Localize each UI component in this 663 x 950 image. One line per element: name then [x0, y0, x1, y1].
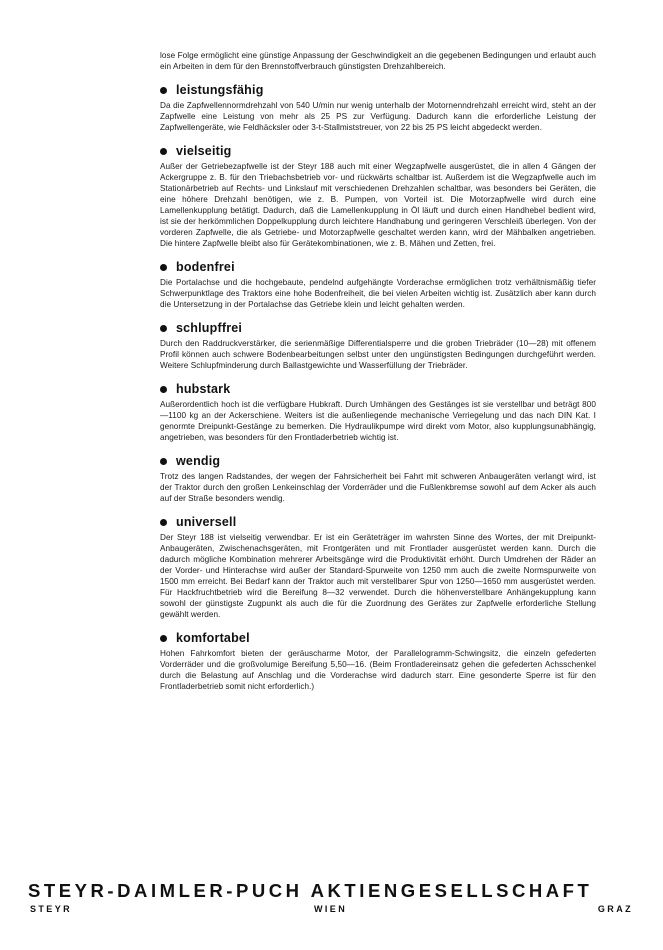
- section-heading: komfortabel: [176, 631, 250, 645]
- section-vielseitig: [160, 143, 596, 249]
- company-name: STEYR-DAIMLER-PUCH AKTIENGESELLSCHAFT: [28, 880, 593, 901]
- section-heading: leistungsfähig: [176, 83, 264, 97]
- section-heading: hubstark: [176, 382, 231, 396]
- section-heading: vielseitig: [176, 144, 232, 158]
- bullet-icon: [160, 386, 167, 393]
- section-paragraph: Der Steyr 188 ist vielseitig verwendbar. Er ist ein Geräteträger im wahrsten Sinne des Wortes, der mit Dreipunkt-Anbaugeräten, Zwischenachsgeräten, mit Frontgeräten und mit Frontlader ausgerüstet werden kann. Durch die dadurch mögliche Kombination mehrerer Arbeitsgänge wird die Produktivität erhöht. Durch Umdrehen der Räder an der Vorder- und Hinterachse wird außer der Standard-Spurweite von 1250 mm auch die zweite Normspurweite von 1500 mm erreicht. Bei Bedarf kann der Traktor auch mit verstellbarer Spur von 1250—1650 mm ausgerüstet werden. Für Hackfruchtbetrieb wird die Bereifung 8—32 verwendet. Durch die höhenverstellbare Anhängekupplung kann sowohl der günstigste Zugpunkt als auch die für die Zuordnung des Gerätes zur Zapfwelle erforderliche Stellung gewählt werden.: [160, 533, 596, 619]
- section-schlupffrei: [160, 320, 596, 371]
- section-paragraph: Außerordentlich hoch ist die verfügbare Hubkraft. Durch Umhängen des Gestänges ist sie verstellbar und beträgt 800—1100 kg an der Ackerschiene. Weiters ist die außenliegende mechanische Verriegelung und das nach DIN Kat. I genormte Dreipunkt-Gestänge zu bemerken. Die Hydraulikpumpe wird direkt vom Motor, also kupplungsunabhängig, angetrieben, was besonders für den Frontladerbetrieb wichtig ist.: [160, 400, 596, 442]
- bullet-icon: [160, 519, 167, 526]
- section-universell: [160, 514, 596, 620]
- city-row: [28, 904, 633, 918]
- section-heading: bodenfrei: [176, 260, 235, 274]
- bullet-icon: [160, 148, 167, 155]
- section-paragraph: Außer der Getriebezapfwelle ist der Steyr 188 auch mit einer Wegzapfwelle ausgerüstet, die in allen 4 Gängen der Ackergruppe z. B. für den Triebachsbetrieb vor- und rückwärts schaltbar ist. Außerdem ist die Wegzapfwelle auch im Stationärbetrieb auf Rechts- und Linkslauf mit verschiedenen Drehzahlen schaltbar, was besonders bei Geräten, die eine höhere Drehzahl benötigen, wie z. B. Pumpen, von Vorteil ist. Die Motorzapfwelle wird durch eine Lamellenkupplung betätigt. Dadurch, daß die Lamellenkupplung in Öl läuft und durch einen Handhebel bedient wird, ist sie der herkömmlichen Doppelkupplung durch leichtere Handhabung und geringeren Verschleiß überlegen. Von der vorderen Zapfwelle, die als Getriebe- und Motorzapfwelle geschaltet werden kann, wird der Mähbalken angetrieben. Die hintere Zapfwelle bleibt also für Gerätekombinationen, wie z. B. Mähen und Zetten, frei.: [160, 162, 596, 248]
- section-heading: schlupffrei: [176, 321, 243, 335]
- section-leistungsfaehig: [160, 82, 596, 133]
- city-graz: GRAZ: [597, 904, 633, 914]
- section-paragraph: Hohen Fahrkomfort bieten der geräuscharme Motor, der Parallelogramm-Schwingsitz, die einzeln gefederten Vorderräder und die großvolumige Bereifung 5,50—16. (Beim Frontladereinsatz gehen die gefederten Achsschenkel durch die Belastung auf Anschlag und die Vorderachse wird dadurch starr. Eine gesonderte Sperre ist für den Frontladerbetrieb somit nicht erforderlich.): [160, 649, 596, 691]
- section-bodenfrei: [160, 259, 596, 310]
- bullet-icon: [160, 458, 167, 465]
- section-hubstark: [160, 381, 596, 443]
- section-paragraph: Durch den Raddruckverstärker, die serienmäßige Differentialsperre und die groben Triebräder (10—28) mit offenem Profil können auch schwere Bodenbearbeitungen selbst unter den ungünstigsten Bedingungen durchgeführt werden. Weitere Schlupfminderung durch Ballastgewichte und Wasserfüllung der Triebräder.: [160, 339, 596, 370]
- section-paragraph: Die Portalachse und die hochgebaute, pendelnd aufgehängte Vorderachse ermöglichen trotz verhältnismäßig tiefer Schwerpunktlage des Traktors eine hohe Bodenfreiheit, die bei vielen Arbeiten wichtig ist. Zusätzlich aber kann durch die Untersetzung in der Portalachse das Getriebe klein und leicht gehalten werden.: [160, 278, 596, 309]
- section-paragraph: Da die Zapfwellennormdrehzahl von 540 U/min nur wenig unterhalb der Motornenndrehzahl erreicht wird, steht an der Zapfwelle eine Leistung von mehr als 25 PS zur Verfügung. Dadurch kann die erforderliche Leistung der Zapfwellengeräte, wie Feldhäcksler oder 3-t-Stallmiststreuer, von 22 bis 25 PS leicht abgedeckt werden.: [160, 101, 596, 132]
- bullet-icon: [160, 635, 167, 642]
- section-paragraph: Trotz des langen Radstandes, der wegen der Fahrsicherheit bei Fahrt mit schweren Anbaugeräten verlangt wird, ist der Traktor durch den großen Lenkeinschlag der Vorderräder und die Fußlenkbremse sowohl auf dem Acker als auch auf der Straße besonders wendig.: [160, 472, 596, 503]
- section-heading: universell: [176, 515, 237, 529]
- section-wendig: [160, 453, 596, 504]
- section-komfortabel: [160, 630, 596, 692]
- bullet-icon: [160, 87, 167, 94]
- section-heading: wendig: [176, 454, 221, 468]
- city-wien: WIEN: [314, 904, 348, 914]
- intro-paragraph: lose Folge ermöglicht eine günstige Anpassung der Geschwindigkeit an die gegebenen Bedingungen und erlaubt auch ein Arbeiten in dem für den Brennstoffverbrauch günstigsten Drehzahlbereich.: [160, 51, 596, 71]
- city-steyr: STEYR: [30, 904, 73, 914]
- bullet-icon: [160, 325, 167, 332]
- company-footer: [28, 880, 633, 918]
- body-text: [160, 50, 596, 692]
- bullet-icon: [160, 264, 167, 271]
